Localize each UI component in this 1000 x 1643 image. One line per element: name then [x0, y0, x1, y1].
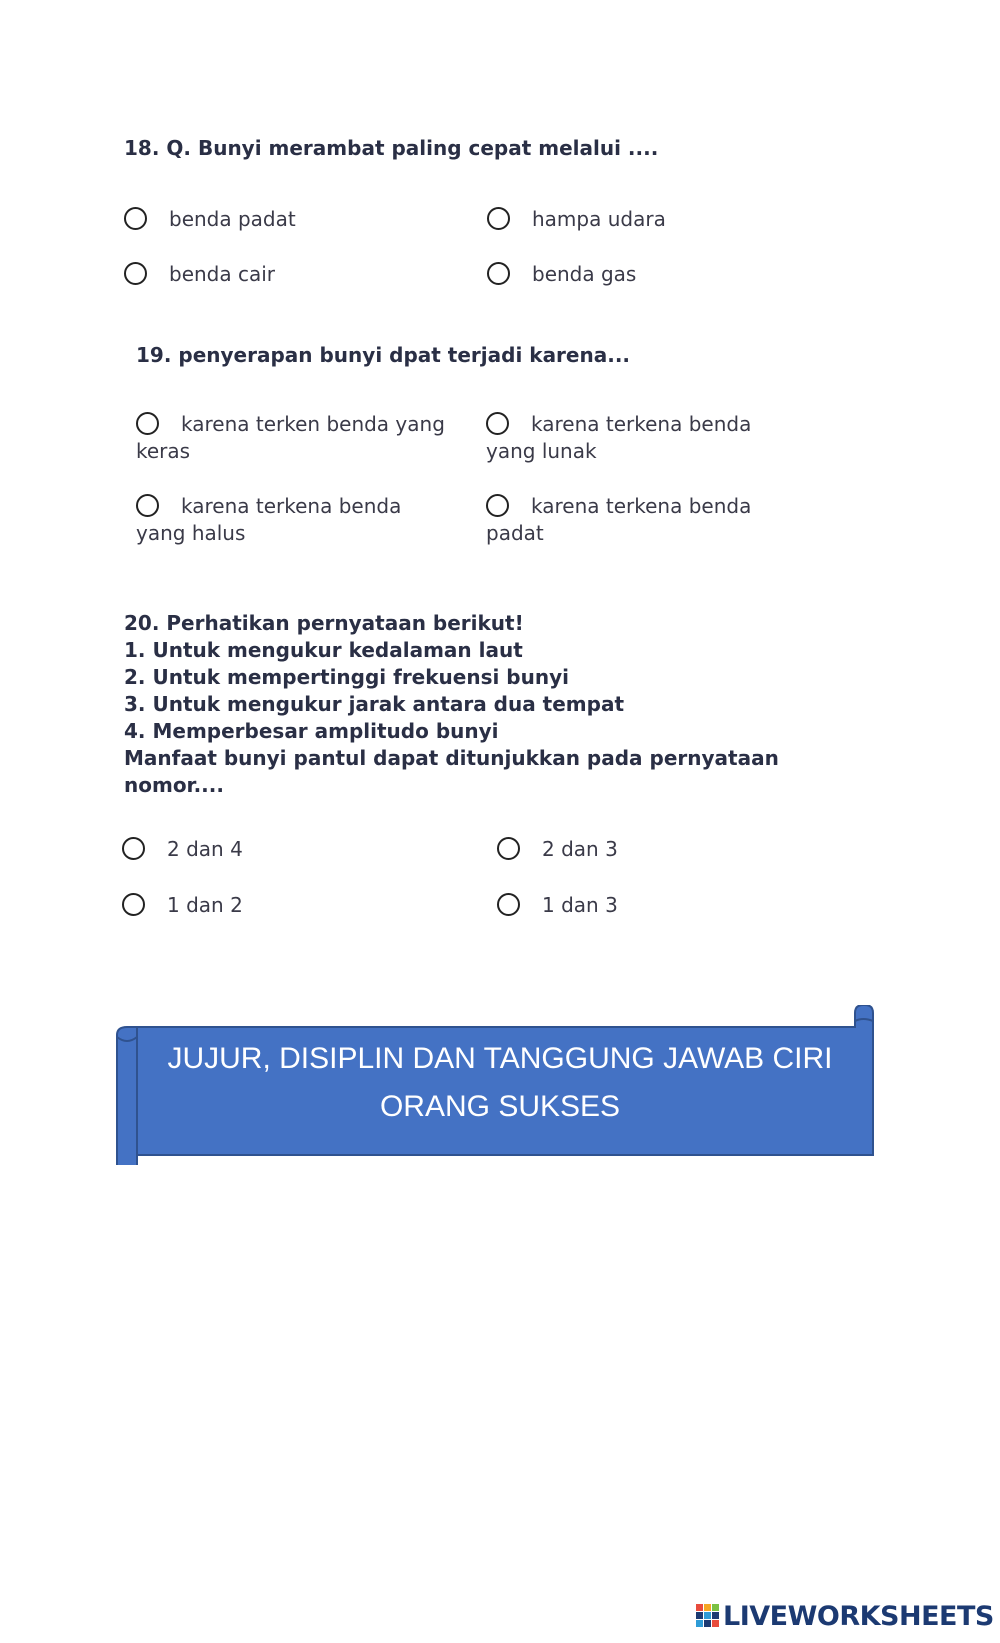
q19-option-lunak[interactable]	[486, 411, 816, 465]
option-label: hampa udara	[532, 207, 666, 231]
radio-button[interactable]	[497, 893, 520, 916]
radio-button[interactable]	[487, 262, 510, 285]
question-18-title: 18. Q. Bunyi merambat paling cepat melalui ....	[124, 136, 659, 160]
banner-text	[140, 1035, 860, 1131]
question-20-statement	[124, 610, 844, 799]
liveworksheets-logo-icon	[696, 1603, 720, 1629]
q20-option-2-dan-3[interactable]	[497, 836, 618, 863]
q18-option-hampa-udara[interactable]	[487, 206, 666, 233]
radio-button[interactable]	[487, 207, 510, 230]
option-label-line1: karena terkena benda	[181, 494, 402, 518]
radio-button[interactable]	[497, 837, 520, 860]
option-label-line2: padat	[486, 521, 544, 545]
q19-option-keras[interactable]	[136, 411, 466, 465]
radio-button[interactable]	[124, 262, 147, 285]
statement-1: 1. Untuk mengukur kedalaman laut	[124, 638, 523, 662]
question-20-title: 20. Perhatikan pernyataan berikut!	[124, 611, 524, 635]
question-20-prompt: Manfaat bunyi pantul dapat ditunjukkan pada pernyataan	[124, 746, 779, 770]
statement-4: 4. Memperbesar amplitudo bunyi	[124, 719, 499, 743]
option-label-line2: yang lunak	[486, 439, 597, 463]
liveworksheets-logo-text: LIVEWORKSHEETS	[723, 1600, 994, 1632]
option-label: 1 dan 2	[167, 893, 243, 917]
banner-line-2: ORANG SUKSES	[379, 1090, 621, 1123]
q18-option-benda-gas[interactable]	[487, 261, 636, 288]
radio-button[interactable]	[124, 207, 147, 230]
option-label: benda cair	[169, 262, 276, 286]
question-20-prompt-end: nomor....	[124, 773, 224, 797]
radio-button[interactable]	[122, 893, 145, 916]
option-label: 2 dan 3	[542, 837, 618, 861]
option-label-line2: keras	[136, 439, 191, 463]
q19-option-padat[interactable]	[486, 493, 816, 547]
statement-3: 3. Untuk mengukur jarak antara dua tempat	[124, 692, 625, 716]
option-label: 1 dan 3	[542, 893, 618, 917]
option-label: benda padat	[169, 207, 296, 231]
q20-option-2-dan-4[interactable]	[122, 836, 243, 863]
radio-button[interactable]	[486, 412, 509, 435]
option-label-line2: yang halus	[136, 521, 246, 545]
q19-option-halus[interactable]	[136, 493, 466, 547]
liveworksheets-logo	[696, 1600, 994, 1632]
option-label-line1: karena terkena benda	[531, 494, 752, 518]
q20-option-1-dan-2[interactable]	[122, 892, 243, 919]
radio-button[interactable]	[486, 494, 509, 517]
option-label: benda gas	[532, 262, 637, 286]
radio-button[interactable]	[136, 494, 159, 517]
radio-button[interactable]	[136, 412, 159, 435]
option-label-line1: karena terkena benda	[531, 412, 752, 436]
q18-option-benda-padat[interactable]	[124, 206, 296, 233]
option-label-line1: karena terken benda yang	[181, 412, 445, 436]
q18-option-benda-cair[interactable]	[124, 261, 275, 288]
banner-line-1: JUJUR, DISIPLIN DAN TANGGUNG JAWAB CIRI	[167, 1042, 833, 1075]
option-label: 2 dan 4	[167, 837, 243, 861]
radio-button[interactable]	[122, 837, 145, 860]
question-19-title: 19. penyerapan bunyi dpat terjadi karena...	[136, 343, 631, 367]
q20-option-1-dan-3[interactable]	[497, 892, 618, 919]
statement-2: 2. Untuk mempertinggi frekuensi bunyi	[124, 665, 569, 689]
